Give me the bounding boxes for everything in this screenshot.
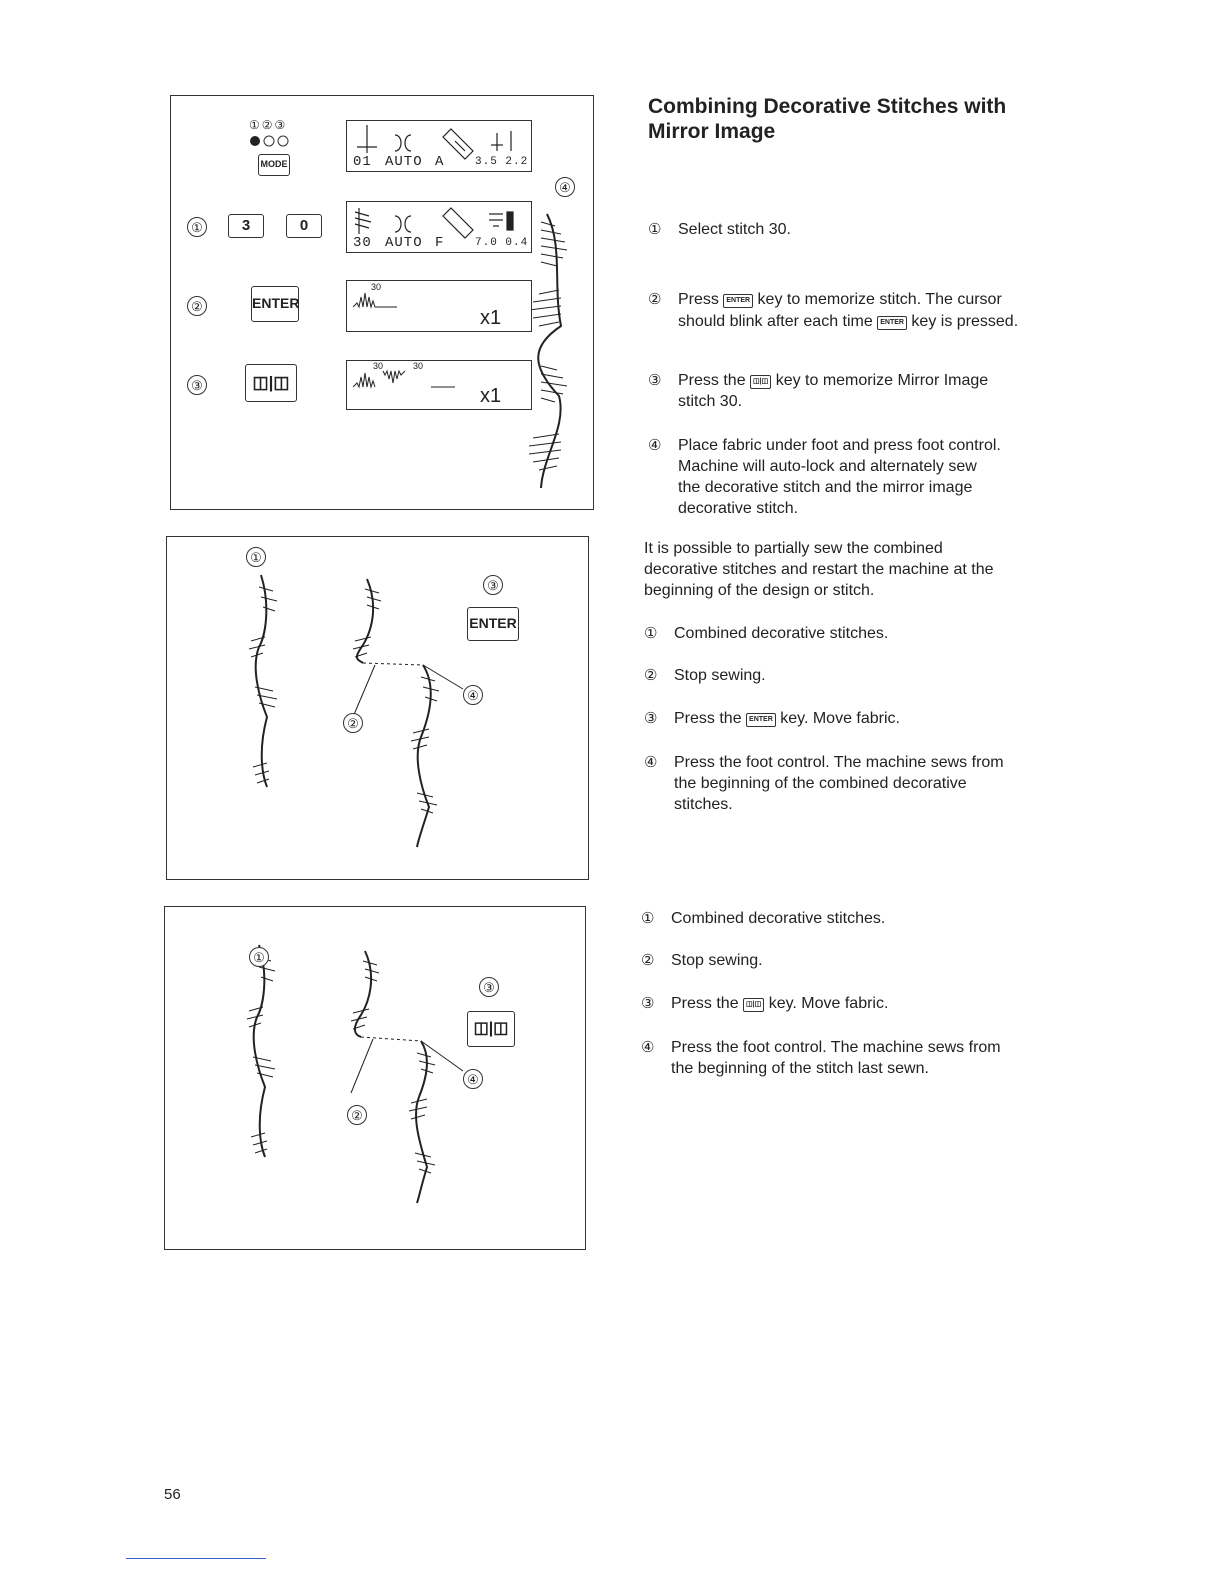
lcd-display-1	[346, 120, 532, 172]
step-3-text-line-2: stitch 30.	[678, 393, 743, 410]
satin-teeth-restart	[409, 1053, 435, 1173]
lcd-1-settings: 3.5 2.2	[475, 156, 529, 168]
stitch-preview-vertical	[529, 214, 567, 488]
partial-item-3-text	[674, 708, 900, 729]
fabric-move-dotted-line	[363, 663, 423, 665]
step-2-text-line-1	[678, 289, 1002, 310]
leader-line-2	[351, 1039, 373, 1093]
panel-2-label-2: ②	[343, 713, 363, 733]
lcd-2-settings: 7.0 0.4	[475, 237, 529, 249]
partial-item-2-text: Stop sewing.	[674, 667, 766, 684]
mirror-item-3-text	[671, 993, 888, 1014]
lcd-1-stitch-number: 01	[353, 154, 372, 170]
mirror-item-4-line-2: the beginning of the stitch last sewn.	[671, 1060, 929, 1077]
restart-stitch-path	[417, 665, 431, 847]
combined-stitch-path-left	[254, 945, 265, 1157]
satin-teeth-partial	[353, 589, 381, 657]
partial-item-1-text: Combined decorative stitches.	[674, 625, 889, 642]
restart-stitch-path	[416, 1041, 427, 1203]
step-2-line2-post: key is pressed.	[911, 313, 1019, 330]
enter-key[interactable]: ENTER	[251, 286, 299, 322]
page-number: 56	[164, 1486, 181, 1503]
partial-item-4-line-3: stitches.	[674, 796, 733, 813]
lcd-2-mode: AUTO	[385, 235, 423, 251]
partial-item-4-number: ④	[644, 754, 658, 771]
satin-teeth-restart	[411, 677, 439, 813]
satin-teeth-partial	[351, 961, 379, 1029]
figure-panel-restart-mirror	[164, 906, 586, 1250]
step-1-marker: ①	[187, 217, 207, 237]
mirror-item-4-line-1: Press the foot control. The machine sews from	[671, 1039, 1001, 1056]
partial-item-3-post: key. Move fabric.	[780, 710, 900, 727]
mirror-item-4-number: ④	[641, 1039, 655, 1056]
panel-3-label-1: ①	[249, 947, 269, 967]
lcd-4-stitch-number-a: 30	[373, 361, 384, 371]
step-2-enter-key-icon-2: ENTER	[877, 316, 907, 330]
panel-3-label-3: ③	[479, 977, 499, 997]
satin-teeth-left	[247, 957, 275, 1153]
step-2-pre: Press	[678, 291, 719, 308]
panel-3-mirror-image-key[interactable]: ◫|◫	[467, 1011, 515, 1047]
partial-item-1-number: ①	[644, 625, 658, 642]
mirror-image-key[interactable]: ◫|◫	[245, 364, 297, 402]
step-4-line-4: decorative stitch.	[678, 500, 799, 517]
lcd-4-stitch-number-b: 30	[413, 361, 424, 371]
step-3-number: ③	[648, 372, 662, 389]
lcd-2-stitch-number: 30	[353, 235, 372, 251]
mirror-item-3-post: key. Move fabric.	[768, 995, 889, 1012]
panel-3-label-2: ②	[347, 1105, 367, 1125]
partial-item-4-line-2: the beginning of the combined decorative	[674, 775, 967, 792]
lcd-display-2	[346, 201, 532, 253]
partial-item-2-number: ②	[644, 667, 658, 684]
page-title-line-1: Combining Decorative Stitches with	[648, 95, 1007, 118]
mode-indicator-dots	[250, 136, 288, 146]
step-4-line-3: the decorative stitch and the mirror image	[678, 479, 973, 496]
step-2-text-line-2	[678, 311, 1018, 332]
preview-satin-teeth	[529, 222, 567, 470]
step-3-text-line-1	[678, 370, 988, 391]
figure-panel-restart-enter	[166, 536, 589, 880]
lcd-3-stitch-number: 30	[371, 282, 382, 292]
lcd-display-4	[346, 360, 532, 410]
step-4-line-2: Machine will auto-lock and alternately sew	[678, 458, 977, 475]
partial-item-4-line-1: Press the foot control. The machine sews from	[674, 754, 1004, 771]
lcd-display-3	[346, 280, 532, 332]
step-1-text: Select stitch 30.	[678, 221, 791, 238]
panel-2-label-1: ①	[246, 547, 266, 567]
step-3-marker: ③	[187, 375, 207, 395]
mirror-item-2-text: Stop sewing.	[671, 952, 763, 969]
step-4-line-1: Place fabric under foot and press foot control.	[678, 437, 1001, 454]
step-1-number: ①	[648, 221, 662, 238]
partial-item-3-pre: Press the	[674, 710, 742, 727]
step-2-line2-pre: should blink after each time	[678, 313, 873, 330]
step-2-post: key to memorize stitch. The cursor	[757, 291, 1002, 308]
fabric-move-dotted-line	[361, 1037, 421, 1041]
panel-3-drawing	[165, 907, 587, 1251]
mode-key[interactable]: MODE	[258, 154, 290, 176]
mirror-item-3-mirror-key-icon: ◫|◫	[743, 998, 764, 1012]
panel-3-label-4: ④	[463, 1069, 483, 1089]
step-4-number: ④	[648, 437, 662, 454]
figure-panel-setup	[170, 95, 594, 510]
partial-intro-line-3: beginning of the design or stitch.	[644, 582, 875, 599]
partial-item-3-enter-key-icon: ENTER	[746, 713, 776, 727]
footnote-rule	[126, 1558, 266, 1559]
panel-2-label-4: ④	[463, 685, 483, 705]
mirror-item-1-number: ①	[641, 910, 655, 927]
step-2-marker: ②	[187, 296, 207, 316]
partial-stitch-path	[355, 951, 371, 1037]
step-3-pre: Press the	[678, 372, 746, 389]
step-2	[648, 289, 1078, 333]
step-3-mirror-key-icon: ◫|◫	[750, 375, 771, 389]
lcd-4-repeat-count: x1	[480, 385, 502, 407]
panel-2-drawing	[167, 537, 590, 881]
partial-item-4	[644, 752, 1084, 818]
page-title	[648, 94, 1068, 144]
partial-intro-line-2: decorative stitches and restart the machine at the	[644, 561, 994, 578]
lcd-2-foot: F	[435, 235, 445, 251]
partial-item-3-number: ③	[644, 710, 658, 727]
leader-line-2	[353, 665, 375, 717]
partial-sewing-intro	[644, 538, 1084, 601]
step-2-enter-key-icon: ENTER	[723, 294, 753, 308]
satin-teeth-left	[249, 587, 277, 783]
page-title-line-2: Mirror Image	[648, 120, 776, 143]
lcd-1-foot: A	[435, 154, 445, 170]
combined-stitch-path-left	[256, 575, 267, 787]
step-3-post: key to memorize Mirror Image	[775, 372, 989, 389]
step-4-marker: ④	[555, 177, 575, 197]
mirror-item-3-number: ③	[641, 995, 655, 1012]
mirror-item-4	[641, 1037, 1081, 1081]
partial-stitch-path	[357, 579, 373, 663]
lcd-1-mode: AUTO	[385, 154, 423, 170]
step-4	[648, 435, 1078, 521]
mode-indicator-numbers: ①②③	[249, 118, 288, 132]
mirror-item-1-text: Combined decorative stitches.	[671, 910, 886, 927]
panel-2-label-3: ③	[483, 575, 503, 595]
key-0[interactable]: 0	[286, 214, 322, 238]
step-2-number: ②	[648, 291, 662, 308]
key-3[interactable]: 3	[228, 214, 264, 238]
panel-2-enter-key[interactable]: ENTER	[467, 607, 519, 641]
mirror-item-3-pre: Press the	[671, 995, 739, 1012]
step-3	[648, 370, 1078, 414]
partial-intro-line-1: It is possible to partially sew the combined	[644, 540, 943, 557]
mirror-item-2-number: ②	[641, 952, 655, 969]
lcd-3-repeat-count: x1	[480, 307, 502, 329]
